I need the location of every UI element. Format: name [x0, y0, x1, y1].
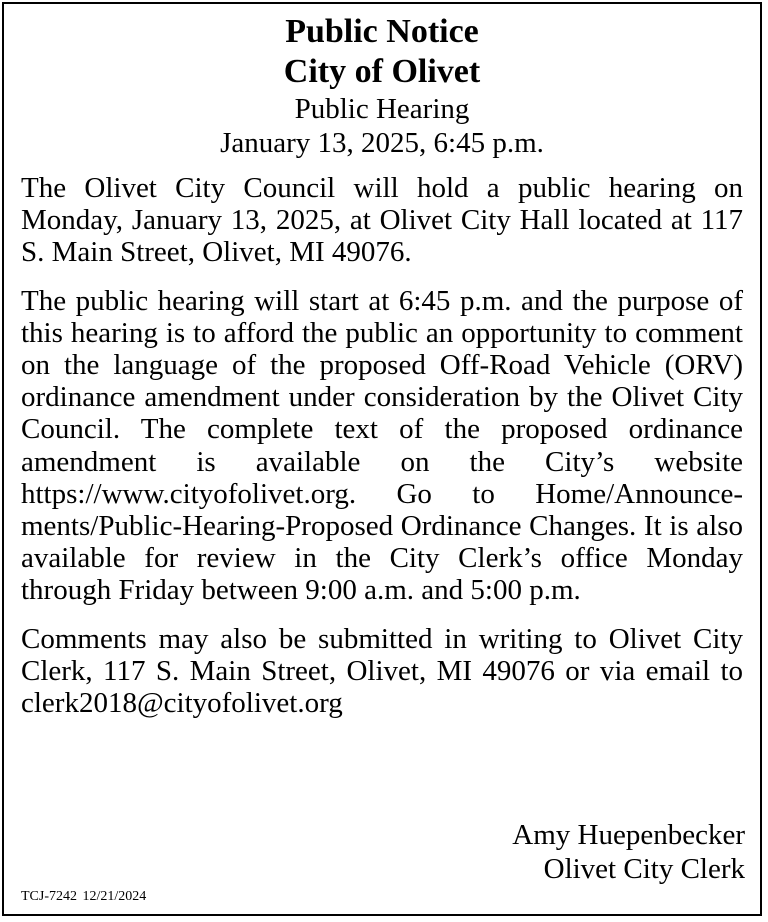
notice-header: [4, 4, 760, 160]
paragraph-comments: Comments may also be submitted in writing to Olivet City Clerk, 117 S. Main Street, Olivet, MI 49076 or via email to clerk2018@cityofolivet.org: [21, 622, 743, 720]
city-name: City of Olivet: [283, 53, 481, 90]
notice-body: [4, 172, 760, 719]
hearing-label: Public Hearing: [294, 93, 470, 125]
signature-block: [512, 818, 745, 886]
signer-name: Amy Huepenbecker: [512, 819, 745, 851]
footer-reference: TCJ-7242 12/21/2024: [21, 889, 147, 904]
signer-title: Olivet City Clerk: [543, 853, 745, 885]
paragraph-hearing-location: The Olivet City Council will hold a public hearing on Monday, January 13, 2025, at Olivet City Hall located at 117 S. Main Street, Olivet, MI 49076.: [21, 172, 743, 269]
hearing-date: January 13, 2025, 6:45 p.m.: [220, 127, 544, 159]
notice-title: Public Notice: [285, 13, 479, 50]
public-notice: [2, 2, 762, 916]
paragraph-hearing-purpose: The public hearing will start at 6:45 p.m. and the purpose of this hearing is to afford the public an opportunity to comment on the language of the proposed Off-Road Vehicle (ORV) ordinance amendment under consideration by the Olivet City Council. The complete text of the proposed ordinance amendment is available on the City’s website https://www.cityofolivet.org. Go to Home/Announcements/Public-Hearing-Proposed Ordinance Changes. It is also available for review in the City Clerk’s office Monday through Friday between 9:00 a.m. and 5:00 p.m.: [21, 284, 743, 607]
